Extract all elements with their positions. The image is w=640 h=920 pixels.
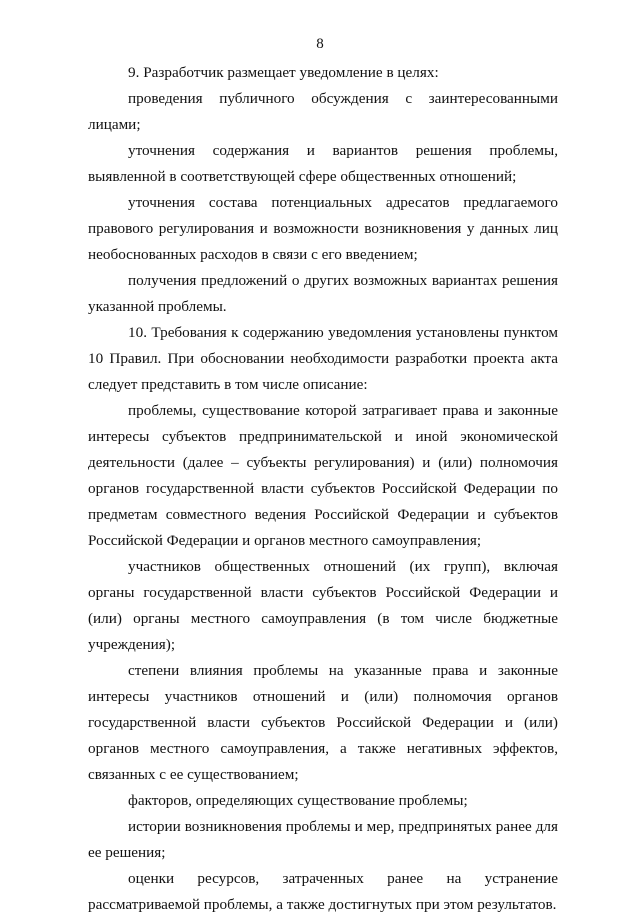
paragraph-participants: участников общественных отношений (их групп), включая органы государственной власти субъектов Российской Федерации и (или) органы местного самоуправления (в том числе бюджетные учреждения); <box>88 558 558 653</box>
paragraph-proposals: получения предложений о других возможных вариантах решения указанной проблемы. <box>88 272 558 315</box>
paragraph-problem: проблемы, существование которой затрагивает права и законные интересы субъектов предпринимательской и иной экономической деятельности (далее – субъекты регулирования) и (или) полномочия органов государственной власти субъектов Российской Федерации по предметам совместного ведения Российской Федерации и субъектов Российской Федерации и органов местного самоуправления; <box>88 402 558 549</box>
paragraph-public-discussion: проведения публичного обсуждения с заинтересованными лицами; <box>88 90 558 133</box>
paragraph-factors: факторов, определяющих существование проблемы; <box>128 792 468 809</box>
paragraph-9-intro: 9. Разработчик размещает уведомление в целях: <box>128 64 439 81</box>
paragraph-influence: степени влияния проблемы на указанные права и законные интересы участников отношений и (или) полномочия органов государственной власти субъектов Российской Федерации и (или) органов местного самоуправления, а также негативных эффектов, связанных с ее существованием; <box>88 662 558 783</box>
page-number: 8 <box>316 36 324 52</box>
paragraph-history: истории возникновения проблемы и мер, предпринятых ранее для ее решения; <box>88 818 558 861</box>
paragraph-clarify-content: уточнения содержания и вариантов решения проблемы, выявленной в соответствующей сфере общественных отношений; <box>88 142 558 185</box>
paragraph-10-requirements: 10. Требования к содержанию уведомления установлены пунктом 10 Правил. При обосновании необходимости разработки проекта акта следует представить в том числе описание: <box>88 324 558 393</box>
paragraph-clarify-addressees: уточнения состава потенциальных адресатов предлагаемого правового регулирования и возможности возникновения у данных лиц необоснованных расходов в связи с его введением; <box>88 194 558 263</box>
document-body <box>88 60 558 918</box>
paragraph-resources: оценки ресурсов, затраченных ранее на устранение рассматриваемой проблемы, а также достигнутых при этом результатов. <box>88 870 558 913</box>
